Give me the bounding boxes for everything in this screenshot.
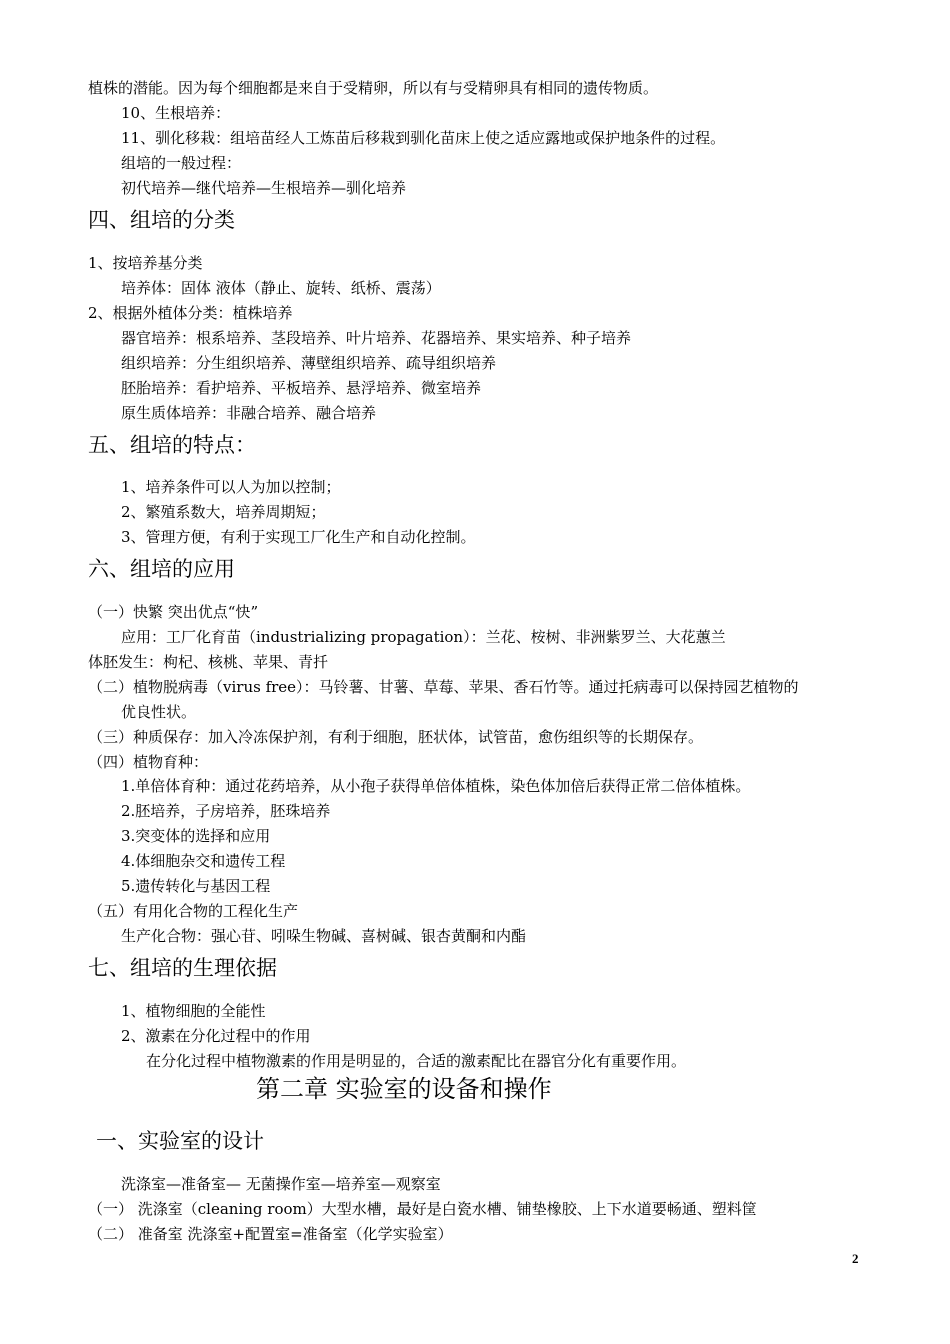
list-item: 2.胚培养，子房培养，胚珠培养: [121, 802, 331, 820]
list-item: 1.单倍体育种：通过花药培养，从小孢子获得单倍体植株，染色体加倍后获得正常二倍体植株。: [121, 777, 751, 795]
list-item: （二） 准备室 洗涤室+配置室=准备室（化学实验室）: [88, 1225, 453, 1243]
list-item: （一）快繁 突出优点“快”: [88, 603, 259, 621]
list-item: 5.遗传转化与基因工程: [121, 877, 271, 895]
body-text-line: 生产化合物：强心苷、吲哚生物碱、喜树碱、银杏黄酮和内酯: [121, 927, 527, 945]
page-number: 2: [852, 1251, 859, 1266]
body-text-line: 在分化过程中植物激素的作用是明显的，合适的激素配比在器官分化有重要作用。: [146, 1052, 687, 1070]
list-item: 10、生根培养：: [121, 104, 231, 122]
body-text-line: 应用：工厂化育苗（industrializing propagation）：兰花、桉树、非洲紫罗兰、大花蕙兰: [121, 628, 726, 646]
list-item: 1、按培养基分类: [88, 254, 203, 272]
list-item: 4.体细胞杂交和遗传工程: [121, 852, 286, 870]
body-text-line: 洗涤室—准备室— 无菌操作室—培养室—观察室: [121, 1175, 441, 1193]
list-item: 11、驯化移栽：组培苗经人工炼苗后移栽到驯化苗床上使之适应露地或保护地条件的过程。: [121, 129, 726, 147]
section-heading: 七、组培的生理依据: [88, 956, 277, 980]
body-text-line: 体胚发生：枸杞、核桃、苹果、青扦: [88, 653, 329, 671]
body-text-line: 原生质体培养：非融合培养、融合培养: [121, 404, 377, 422]
body-text-line: 优良性状。: [121, 703, 197, 721]
chapter-title: 第二章 实验室的设备和操作: [256, 1075, 552, 1103]
section-heading: 五、组培的特点：: [88, 433, 256, 457]
list-item: （四）植物育种：: [88, 753, 209, 771]
list-item: 1、植物细胞的全能性: [121, 1002, 266, 1020]
list-item: 1、培养条件可以人为加以控制；: [121, 478, 341, 496]
body-text-line: 植株的潜能。因为每个细胞都是来自于受精卵，所以有与受精卵具有相同的遗传物质。: [88, 79, 659, 97]
section-heading: 四、组培的分类: [88, 208, 235, 232]
list-item: 3、管理方便，有利于实现工厂化生产和自动化控制。: [121, 528, 476, 546]
body-text-line: 组织培养：分生组织培养、薄壁组织培养、疏导组织培养: [121, 354, 497, 372]
body-text-line: 器官培养：根系培养、茎段培养、叶片培养、花器培养、果实培养、种子培养: [121, 329, 632, 347]
list-item: 2、繁殖系数大，培养周期短；: [121, 503, 326, 521]
body-text-line: 初代培养—继代培养—生根培养—驯化培养: [121, 179, 407, 197]
section-heading: 六、组培的应用: [88, 557, 235, 581]
list-item: （三）种质保存：加入冷冻保护剂，有利于细胞，胚状体，试管苗，愈伤组织等的长期保存。: [88, 728, 704, 746]
body-text-line: 培养体：固体 液体（静止、旋转、纸桥、震荡）: [121, 279, 441, 297]
body-text-line: 组培的一般过程：: [121, 154, 242, 172]
list-item: 2、激素在分化过程中的作用: [121, 1027, 311, 1045]
section-heading: 一、实验室的设计: [96, 1129, 264, 1153]
list-item: （一） 洗涤室（cleaning room）大型水槽，最好是白瓷水槽、铺垫橡胶、上下水道要畅通、塑料筐: [88, 1200, 757, 1218]
body-text-line: 胚胎培养：看护培养、平板培养、悬浮培养、微室培养: [121, 379, 482, 397]
list-item: 2、根据外植体分类：植株培养: [88, 304, 293, 322]
list-item: （五）有用化合物的工程化生产: [88, 902, 299, 920]
list-item: （二）植物脱病毒（virus free）：马铃薯、甘薯、草莓、苹果、香石竹等。通过托病毒可以保持园艺植物的: [88, 678, 799, 696]
list-item: 3.突变体的选择和应用: [121, 827, 271, 845]
